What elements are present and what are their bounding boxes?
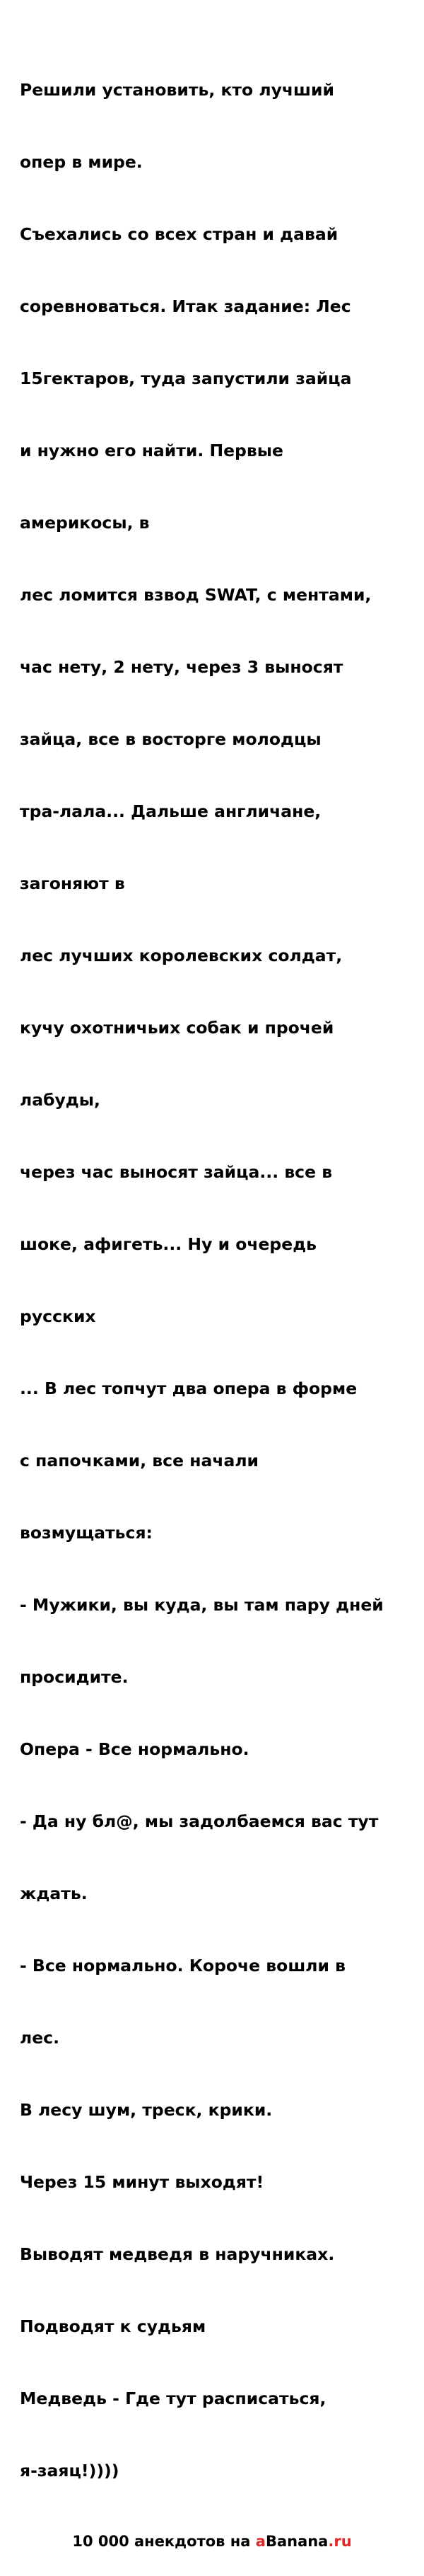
joke-line: опер в мире. <box>20 152 143 172</box>
joke-line: Через 15 минут выходят! <box>20 2172 264 2192</box>
joke-line: лес. <box>20 2028 60 2048</box>
joke-line: я-заяц!)))) <box>20 2461 119 2481</box>
joke-line: В лесу шум, треск, крики. <box>20 2100 273 2120</box>
joke-line: - Все нормально. Короче вошли в <box>20 1956 346 1975</box>
footer-attribution <box>20 2531 404 2576</box>
joke-line: Решили установить, кто лучший <box>20 80 334 100</box>
joke-line: зайца, все в восторге молодцы <box>20 729 322 749</box>
joke-line: - Да ну бл@, мы задолбаемся вас тут <box>20 1811 379 1831</box>
joke-line: шоке, афигеть... Ну и очередь <box>20 1234 317 1254</box>
joke-line: - Мужики, вы куда, вы там пару дней <box>20 1595 384 1615</box>
joke-line: ждать. <box>20 1884 88 1903</box>
joke-line: Опера - Все нормально. <box>20 1739 249 1759</box>
joke-line: лес лучших королевских солдат, <box>20 946 343 965</box>
joke-line: загоняют в <box>20 874 125 893</box>
abanana-site-link[interactable] <box>256 2533 352 2550</box>
joke-line: возмущаться: <box>20 1523 153 1543</box>
joke-line: просидите. <box>20 1667 129 1687</box>
joke-line: тра-лала... Дальше англичане, <box>20 801 322 821</box>
joke-line: соревноваться. Итак задание: Лес <box>20 296 351 316</box>
joke-line: кучу охотничьих собак и прочей <box>20 1018 334 1038</box>
joke-line: ... В лес топчут два опера в форме <box>20 1379 358 1398</box>
footer-prefix-text: 10 000 анекдотов на <box>72 2533 256 2550</box>
joke-line: и нужно его найти. Первые <box>20 441 283 460</box>
joke-line: через час выносят зайца... все в <box>20 1162 333 1182</box>
joke-line: америкосы, в <box>20 513 150 533</box>
joke-line: Подводят к судьям <box>20 2316 206 2336</box>
joke-text-block <box>20 30 404 2531</box>
joke-line: Выводят медведя в наручниках. <box>20 2244 335 2264</box>
joke-line: Съехались со всех стран и давай <box>20 224 338 244</box>
joke-line: час нету, 2 нету, через 3 выносят <box>20 657 343 677</box>
brand-letter-a: a <box>255 2533 266 2550</box>
joke-line: с папочками, все начали <box>20 1451 259 1470</box>
joke-line: лабуды, <box>20 1090 100 1110</box>
brand-name-text: Banana <box>265 2533 329 2550</box>
joke-line: лес ломится взвод SWAT, с ментами, <box>20 585 372 605</box>
joke-line: русских <box>20 1306 96 1326</box>
brand-domain-text: .ru <box>328 2533 352 2550</box>
joke-line: Медведь - Где тут расписаться, <box>20 2389 326 2408</box>
joke-line: 15гектаров, туда запустили зайца <box>20 369 352 388</box>
